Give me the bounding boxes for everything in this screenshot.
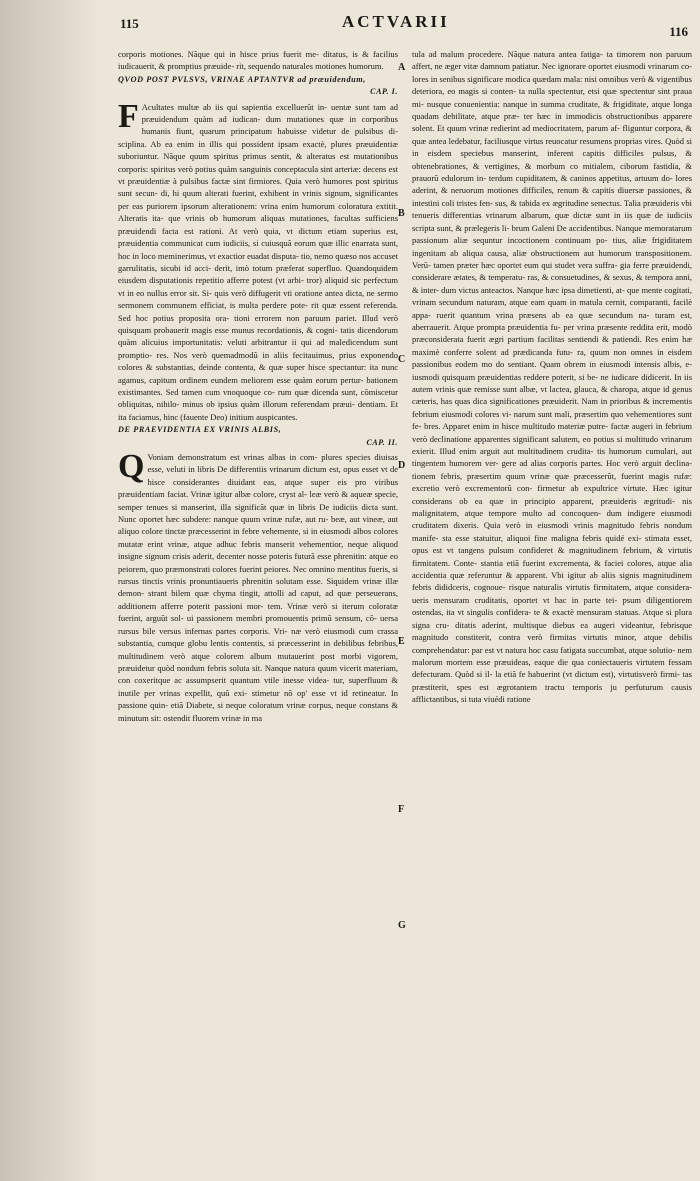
left-paragraph-2-text: Acultates multæ ab iis qui sapientia excelluerũt in- uentæ sunt tam ad præuidendum quàm ad iudican- dum mutationes quæ in corporibus humanis fiunt, quarum principatum habuisse videtur de pulsibus di- sciplina. Ab ea enim in illis qui possident ipsam exactè, plures præuidentiæ suboriuntur. Nãque quum spiritus primus sentit, & alteratus est mutationibus corporis: spiritus verò potius quàm sanguinis conceptacula sint arteriæ: decens est vt præuidentiæ à pulsibus factæ sint firmiores. Quia verò humores post spiritus sunt secun- di, hi quum alterati fuerint, exhibent in vrinis signum, significantes per eas puriorem ipsorum alterationem: vrina enim humorum coloratura extitit. Alteratis ita- que vrinis ob humorum aliquas mutationes, facultas sufficiens præuidendi facta est rationi. At verò quia, vt dictum etiam superius est, præuidentia communicat cum iudiciis, si cuiusquã eorum quæ illic enarrata sunt, hoc in loco meminerimus, vt exactior euadat disputa- tio, nemo quæso nos accuset garrulitatis, sicubi id acci- derit, imò totum præferat superfluo. Quandoquidem eiusdem disputationis repetitio afferre potest (vt arbi- tror) aliquid sic perfectum vt in eo nullus error sit. Si- quis verò diffugerit vti oratione antea dicta, ne sermo sermonem communem efficiat, is multa perdere pote- rit quæ essent referenda. Sed hoc potius proposita ora- tioni errorem non paruum pariet. Illud verò quisquam probauerit magis esse munus recordationis, & cogni- tatis dicendorum quàm alicuius importunitatis: veluti arbitrantur ii qui ad maledicendum sunt promptio- res. Nos verò quemadmodũ in aliis fecitauimus, prius exponendo colores & substantias, deinde contenta, & quæ super hisce spectantur: ita nunc agamus, capitum ordinem eundem meliorem esse quàm eorum pertur- bationem existimantes. Sed tamen cum vnoquoque co- rum quæ dicenda sunt, cõmiscetur obliquitas, nihilo- minus ob ipsius quàm illorum referendam præui- dentiam. Et ita faciamus, hinc (fauente Deo) initium auspicantes. <box>118 101 398 422</box>
chapter-1-number: CAP. I. <box>370 87 398 97</box>
drop-cap-q: Q <box>118 448 145 485</box>
margin-letter-f: F <box>398 804 405 815</box>
chapter-1-title: QVOD POST PVLSVS, VRINAE APTANTVR ad præuidendum, <box>118 74 366 84</box>
right-column <box>412 48 692 706</box>
margin-letters <box>398 48 410 1168</box>
margin-letter-e: E <box>398 636 405 647</box>
margin-letter-c: C <box>398 354 406 365</box>
drop-cap-f: F <box>118 97 139 135</box>
margin-letter-g: G <box>398 920 406 931</box>
chapter-1-heading <box>118 74 398 99</box>
left-column <box>118 48 398 724</box>
page-number-left: 115 <box>120 16 139 31</box>
margin-letter-d: D <box>398 460 406 471</box>
left-paragraph-3-text: Voniam demonstratum est vrinas albas in com- plures species diuisas esse, veluti in libris De differentiis vrinarum dictum est, opus esset vt de hisce considerantes diuidant eas, atque super eis pro viribus præuidentiam faciat. Vrinæ igitur albæ colore, cryst al- leæ verò & aqueæ specie, semper tenues si manserint, illa significãt quæ in libris De iudiciis dicta sunt. Nunc oportet hæc subdere: nanque quum vrinæ rufæ, aut ru- beæ, aut vineæ, aut aliquo colore tinctæ præcesserint in febre vehemente, si in eiusmodi albos colores mutatæ erint vrinæ, atque adhuc febris manserit vehementior, neque aliquod insigne signum crisis aderit, decenter nosse poteris futurã esse phrenitin: atque eo peiorem, quo præmonstrati colores fuerint peiores. Nec omnino mentitus fueris, si rursus tinctis vrinis pronuntiaueris phrenitin solutam esse. Siquidem vrinæ illæ demon- strant bilem quæ chyma tingit, attolli ad caput, ad quæ perseuerans, additionem afferre poterit passioni mor- tem. Vrinæ verò si iterum coloratæ fuerint, arguũt sol- ui passionem membri promouentis primũ sensum, cõ- uersa rursus bile versus infernas partes corporis. Vri- næ verò eiusmodi cum crassa substantia, cumque globu lentis contentis, si præcesserint in debilibus febribus, multitudinem verò atque colorem album mutauerint post morbi vigorem, præuidetur quòd nondum febris soluta sit. Nanque natura quum vicerit materiam, con coxeritque ac assumpserit quantum vtile inesse videa- tur, superfluum & inutile per vrinas expellit, quũ exi- stimetur nõ op' esse vt id retineatur. In passione quin- etiã Diabete, si neque coloratum vrinæ corpus, neque constans & minutum sit: ostendit fluorem vrinæ in ma <box>118 452 398 723</box>
page-number-right: 116 <box>669 24 688 39</box>
running-head: ACTVARII <box>342 12 450 31</box>
left-paragraph-1: corporis motiones. Nãque qui in hisce prius fuerit me- ditatus, is & facilius iudicauerit, & promptius præuide- rit, sequendo naturales motiones humorum. <box>118 49 398 72</box>
left-paragraph-3 <box>118 448 398 724</box>
chapter-2-number: CAP. II. <box>366 437 398 447</box>
right-paragraph-1: tula ad malum procedere. Nãque natura antea fatiga- ta timorem non paruum affert, ne æger vitæ damnum patiatur. Nec ignorare oportet eiusmodi vrinarum co- lores in senibus significare modica quædam mala: nisi omnibus verò & vigentibus deteriora, eo magis si conten- ta nulla spectentur, etsi quæ spectentur sint praua mi- nusque conuenientia: nanque in summa cruditate, & frigiditate, atque longa quadam debilitate, atque præ- ter hæc in immodicis obstructionibus apparere solent. Et quum vrinæ redierint ad mediocritatem, parum af- fliguntur corpora, & quæ antea ledebatur, faciliusque virtus reuocatur resumens proprias vires. Quòd si in eisdem speciebus manserint, inferent capitis difficiles pulsus, & obtenebrationes, & vertigines, & morbum co mitialem, ciborum fastidia, & prauorũ edulorum in- terdum cupiditatem, & caninos appetitus, artuum do- lores aderint, & neruorum motiones difficiles, renum & capitis diuersæ passiones, & intestini coli tristes fen- sus, & tabida ex ægritudine senectus. Talia præuideris vbi tenueris differentias vrinarum albarum, quæ dictæ sunt in iis quæ de iudiciis scripta sunt, & prælegeris li- brum Galeni De accidentibus. Nanque memoratarum passionum aliæ sequntur incoctionem continuam po- tius, aliæ frigiditatem ingenitam ab aliqua causa, aliæ obstructionem aut humorum transpositionem. Verũ- tamen præter hæc oportet eum qui studet vera suffra- gia ferre præuidendi, considerare ætates, & temperatu- ras, & consuetudines, & sexus, & tempora anni, & inter- dum victus anteactos. Nanque hæc ipsa dimetienti, at- que mente cogitati, vrinam secundum naturam, atque eam quam in matula cernit, comparanti, facilè appa- ruerit quantum vrina præsens ab ea quæ secundum na- turam est, aberrauerit. Atque prompta præuidentia fu- per vrina præsente reddita erit, modò præconsiderata fuerit ægri partium facilitas sentiendi & patiendi. Res enim hæ maximè conferre solent ad prædicanda futu- ra, quum non omnes in eisdem passionibus eodem mo do sentiant. Quam obrem in eiusmodi intensis albis, e- iusmodi quisquam præuidentias reddere poterit, si be- ne iudicare didicerit. In iis autem vrinis quæ remisse sunt albæ, vt lactea, glauca, & charopa, atque id genus cæteris, has quas dica significationes præuiderit. Nam in prioribus & incrementis febrium eiusmodi colores vi- narum sunt mali, præsertim quo vehementiores sunt fe- bres. Apparet enim in hisce multitudo materiæ putre- factæ augeri in febrium verò declinatione apparentes significant salutem, eo potius si multitudo vrinarum exierit. Illud enim arguit aut multitudinem crudita- tis humorum cumulari, aut tingentem humorem ver- gere ad alias corporis partes. Hoc verò arguit declina- tionem febris, præsertim quum vrinæ quæ præcesserũt, fuerint magis rufæ: excretio verò excrementorũ con- firmetur ab expultrice virtute. Hæc igitur considerans ob ea quæ in principio apparent, præuideris ægritudi- nis malignitatem, atque tempore multo ad concoquen- dum indigere eiusmodi cruditatem dixeris. Quia verò in eiusmodi vrinis magnitudo febris nondum manife- sta esse statuitur, aliquoi fine maligna febris quidé exi- stimata esset, opus est vt tangens pulsum confideret & magnitudinem febrium, & virtutis firmitatem. Conte- stantia etiã fuerint excrementa, & faciei colores, atque alia accidentia quæ referuntur & apparent. Vbi igitur ab aliis signis magnitudinem febris dididceris, cognoue- risque naturalis virtutis firmitatem, atque considera- ueris mensuram cruditatis, oportet vt hac in parte tei- psum diligentiorem ostendas, ita vt singulis confidera- te & exactè mensuram statuas. Atque si plura signa cru- ditatis aderint, multisque diebus ea augeri videantur, febrisque magnitudo constiterit, contra verò firmitas virtutis minor, atque debilis comprehendatur: par est vt natura hoc casu fatigata succumbat, atque solutio- nem malorum mortem esse præuideas, eaque die qua coniectaueris virtutem fessam defecturam. Quòd si il- la etiã fe habuerint (vt dictum est), virtutisverò firmi- tas præstiterit, spes est ægrotantem tractu temporis ju perfuturum causis afflictantibus, si tuta viuédi ratione <box>412 49 692 705</box>
margin-letter-a: A <box>398 62 406 73</box>
page-gutter <box>0 0 100 1181</box>
chapter-2-heading <box>118 424 398 449</box>
margin-letter-b: B <box>398 208 405 219</box>
left-paragraph-2 <box>118 97 398 424</box>
page-header <box>110 10 690 46</box>
chapter-2-title: DE PRAEVIDENTIA EX VRINIS ALBIS, <box>118 425 282 435</box>
